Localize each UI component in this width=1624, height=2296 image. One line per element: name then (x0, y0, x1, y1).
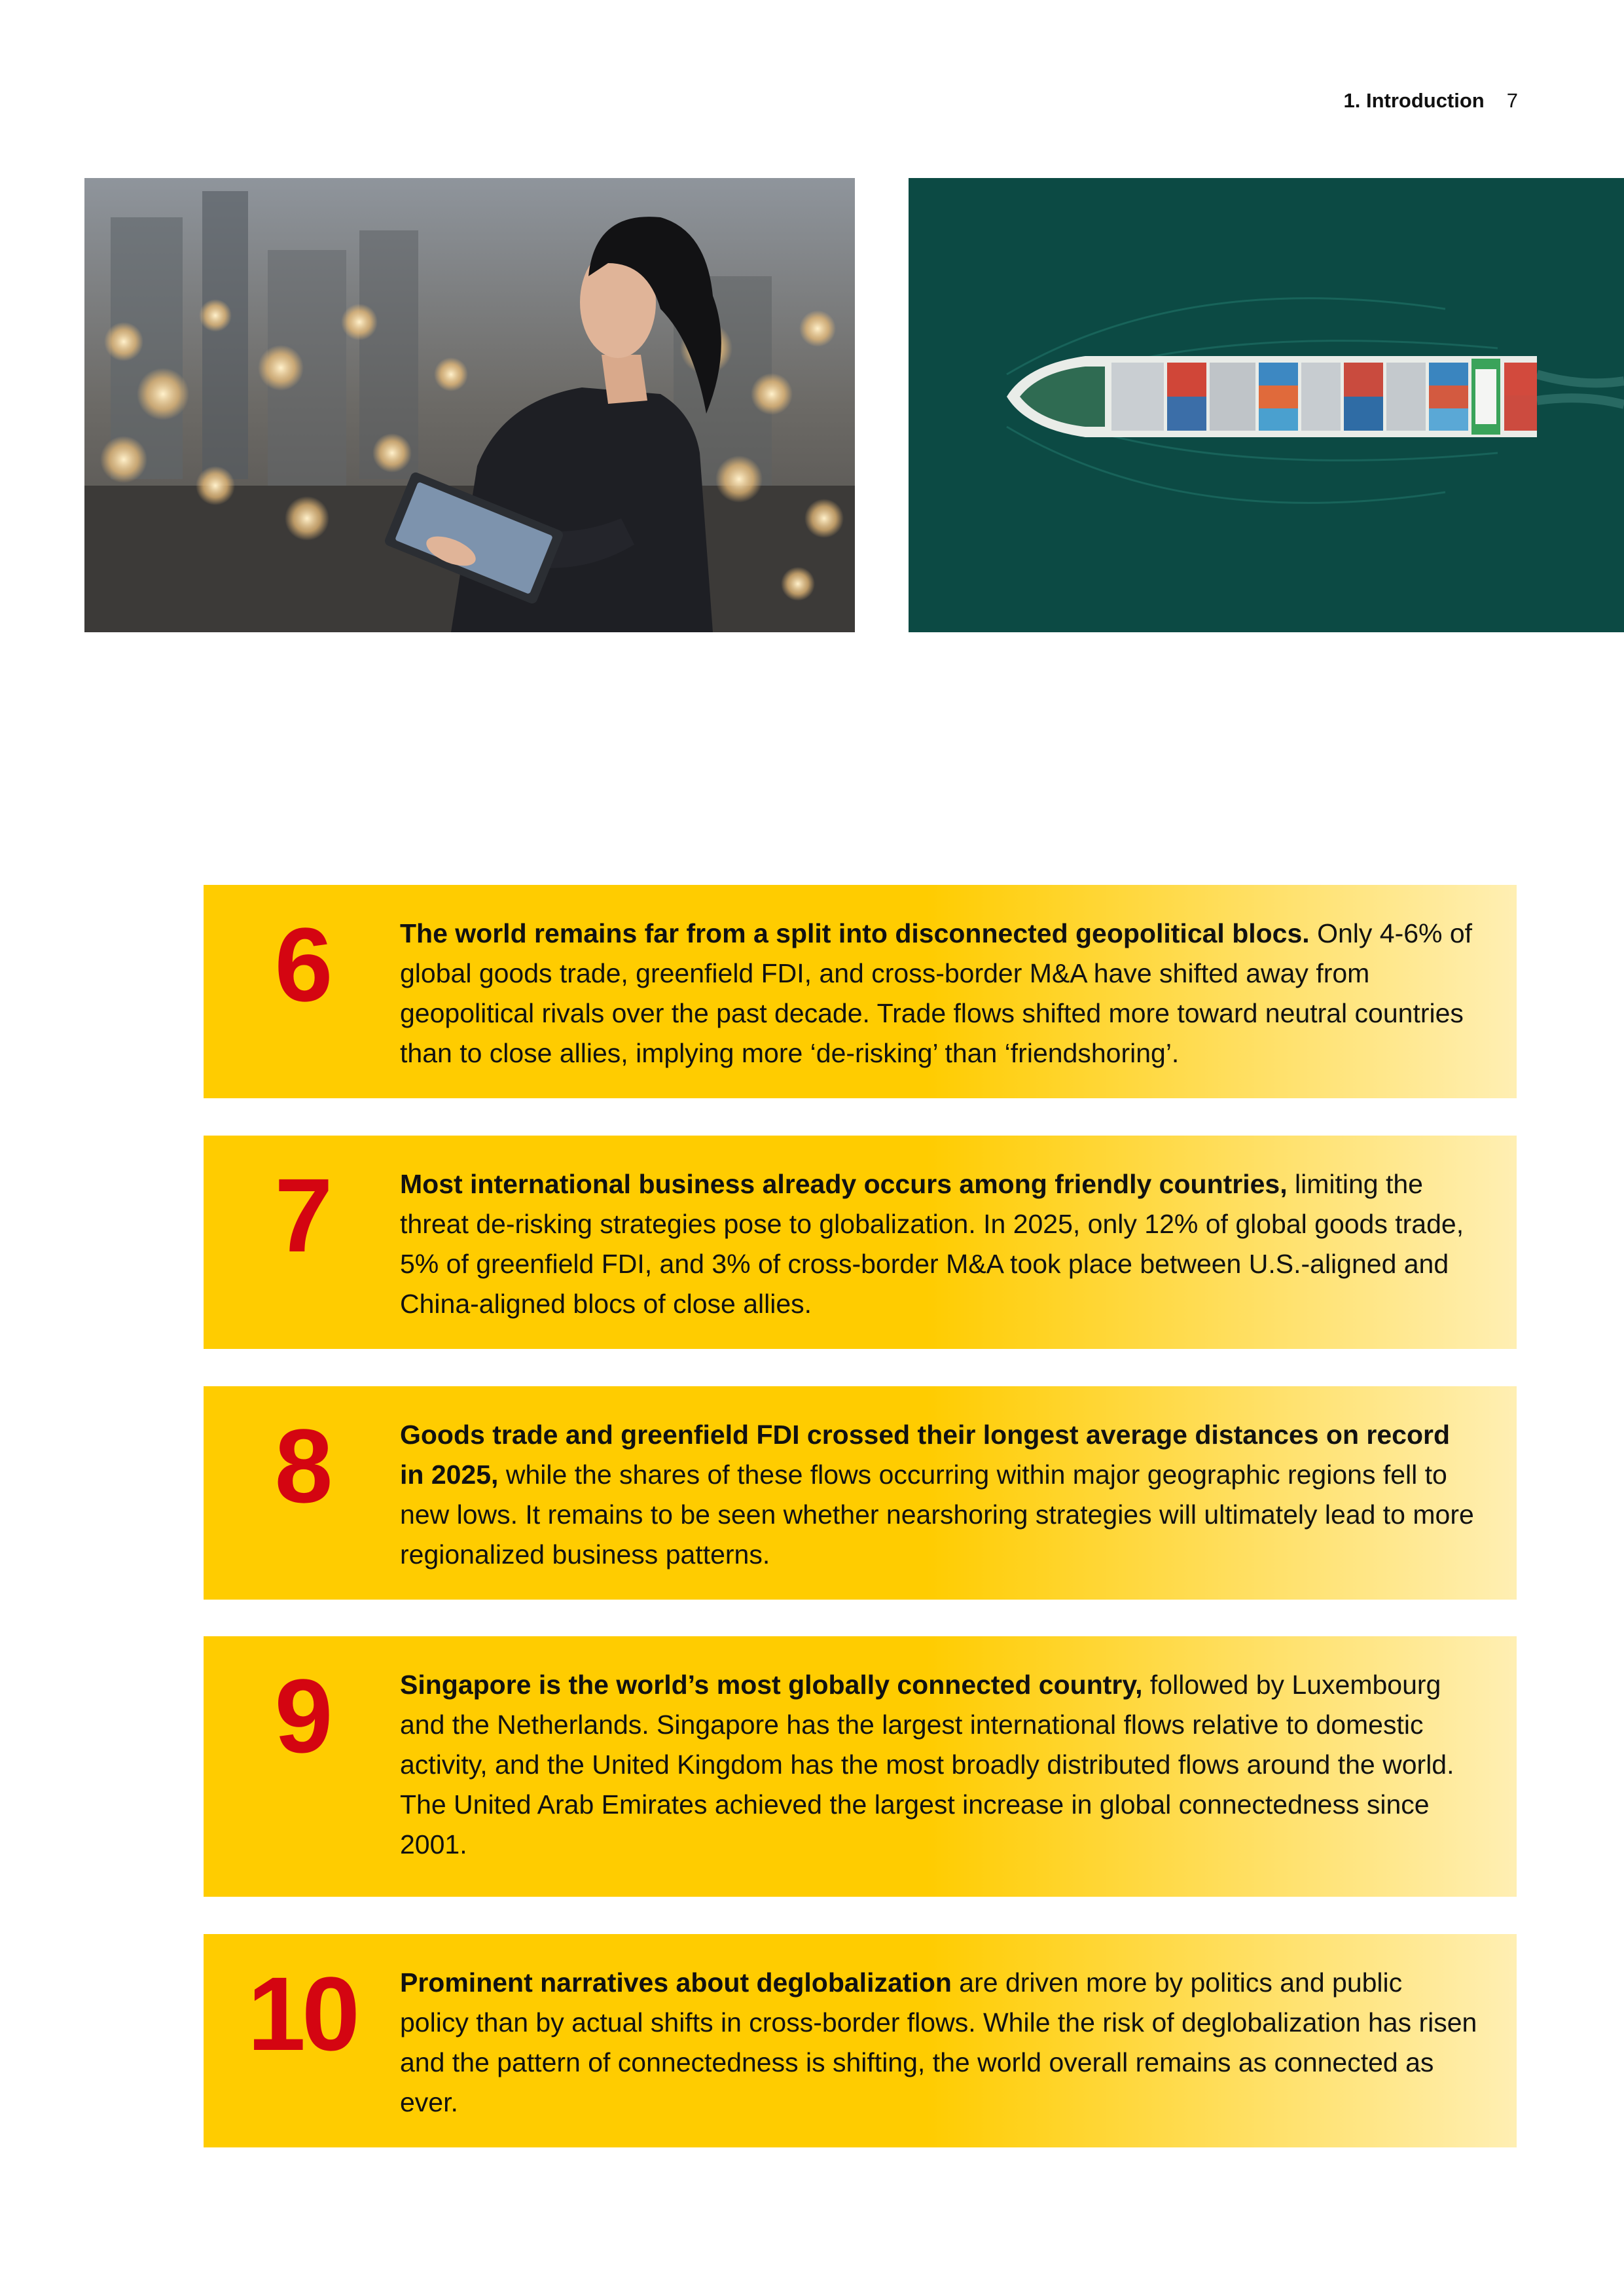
finding-number: 9 (274, 1657, 329, 1774)
finding-card (204, 1636, 1517, 1897)
finding-body: Only 4-6% of global goods trade, greenfield FDI, and cross-border M&A have shifted away from geopolitical rivals over the past decade. Trade flows shifted more toward neutral countries than to close allies, implying more ‘de-risking’ than ‘friendshoring’. (400, 918, 1473, 1068)
page-number: 7 (1506, 89, 1518, 112)
finding-bold-lead: Singapore is the world’s most globally connected country, (400, 1670, 1143, 1700)
finding-body: followed by Luxembourg and the Netherlands. Singapore has the largest international flows relative to domestic activity, and the United Kingdom has the most broadly distributed flows around the world. The United Arab Emirates achieved the largest increase in global connectedness since 2001. (400, 1670, 1454, 1859)
finding-body: while the shares of these flows occurring within major geographic regions fell to new lows. It remains to be seen whether nearshoring strategies will ultimately lead to more regionalized business patterns. (400, 1460, 1474, 1570)
finding-bold-lead: Goods trade and greenfield FDI crossed their longest average distances on record in 2025, (400, 1420, 1450, 1490)
finding-body: are driven more by politics and public policy than by actual shifts in cross-border flows. While the risk of deglobalization has risen and the pattern of connectedness is shifting, the world overall remains as connected as ever. (400, 1967, 1477, 2117)
finding-card (204, 1934, 1517, 2147)
businesswoman-tablet-photo (84, 178, 855, 632)
finding-number: 10 (247, 1955, 356, 2072)
finding-card (204, 1386, 1517, 1600)
finding-bold-lead: The world remains far from a split into disconnected geopolitical blocs. (400, 918, 1310, 948)
finding-number: 8 (274, 1407, 329, 1524)
page-header (1343, 89, 1518, 113)
finding-number: 6 (274, 906, 329, 1023)
finding-bold-lead: Most international business already occurs among friendly countries, (400, 1169, 1288, 1199)
finding-text (400, 885, 1517, 1098)
finding-text (400, 1386, 1517, 1600)
section-title: 1. Introduction (1343, 89, 1485, 112)
finding-text (400, 1636, 1517, 1897)
finding-card (204, 885, 1517, 1098)
finding-bold-lead: Prominent narratives about deglobalization (400, 1967, 952, 1998)
container-ship-aerial-photo (909, 178, 1624, 632)
finding-number: 7 (274, 1157, 329, 1274)
finding-text (400, 1934, 1517, 2147)
finding-body: limiting the threat de-risking strategies pose to globalization. In 2025, only 12% of global goods trade, 5% of greenfield FDI, and 3% of cross-border M&A took place between U.S.-aligned and China-aligned blocs of close allies. (400, 1169, 1464, 1319)
finding-text (400, 1136, 1517, 1349)
finding-card (204, 1136, 1517, 1349)
